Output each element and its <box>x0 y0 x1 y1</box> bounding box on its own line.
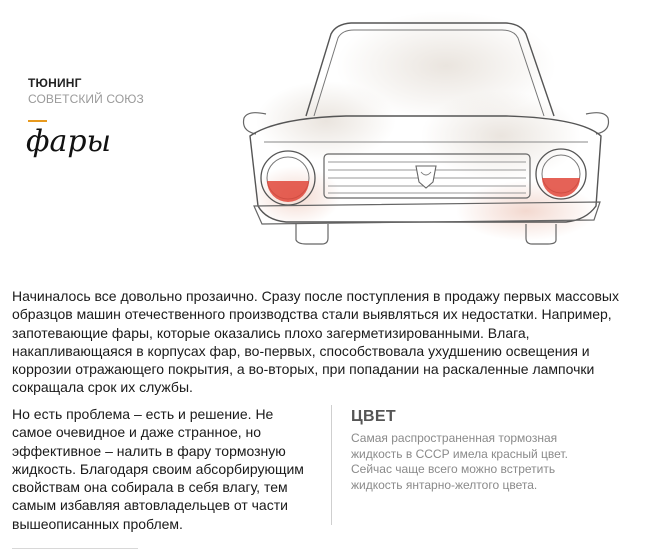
sidebar-text: Самая распространенная тормозная жидкость в СССР имела красный цвет. Сейчас чаще всего можно встретить жидкость янтарно-желтого цвета. <box>351 431 568 492</box>
article-paragraph-2: Но есть проблема – есть и решение. Не самое очевидное и даже странное, но эффективное – налить в фару тормозную жидкость. Благодаря своим абсорбирующим свойствам она собирала в себя влагу, тем самым избавляя автовладельцев от части вышеописанных проблем. <box>12 406 304 532</box>
page-title: фары <box>26 124 112 159</box>
sidebar-note <box>331 405 601 525</box>
kicker-category: ТЮНИНГ <box>28 76 82 90</box>
sidebar-title: ЦВЕТ <box>351 408 396 425</box>
accent-divider <box>28 120 47 122</box>
car-front-illustration <box>236 6 616 246</box>
bottom-divider <box>12 548 138 549</box>
article-paragraph-1: Начиналось все довольно прозаично. Сразу после поступления в продажу первых массовых образцов машин отечественного производства стали выявляться их недостатки. Например, запотевающие фары, которые оказались плохо загерметизированными. Влага, накапливающаяся в корпусах фар, во-первых, способствовала ухудшению освещения и коррозии отражающего покрытия, а во-вторых, при попадании на раскаленные лампочки сокращала срок их службы. <box>12 288 619 396</box>
kicker-subcategory: СОВЕТСКИЙ СОЮЗ <box>28 92 144 106</box>
